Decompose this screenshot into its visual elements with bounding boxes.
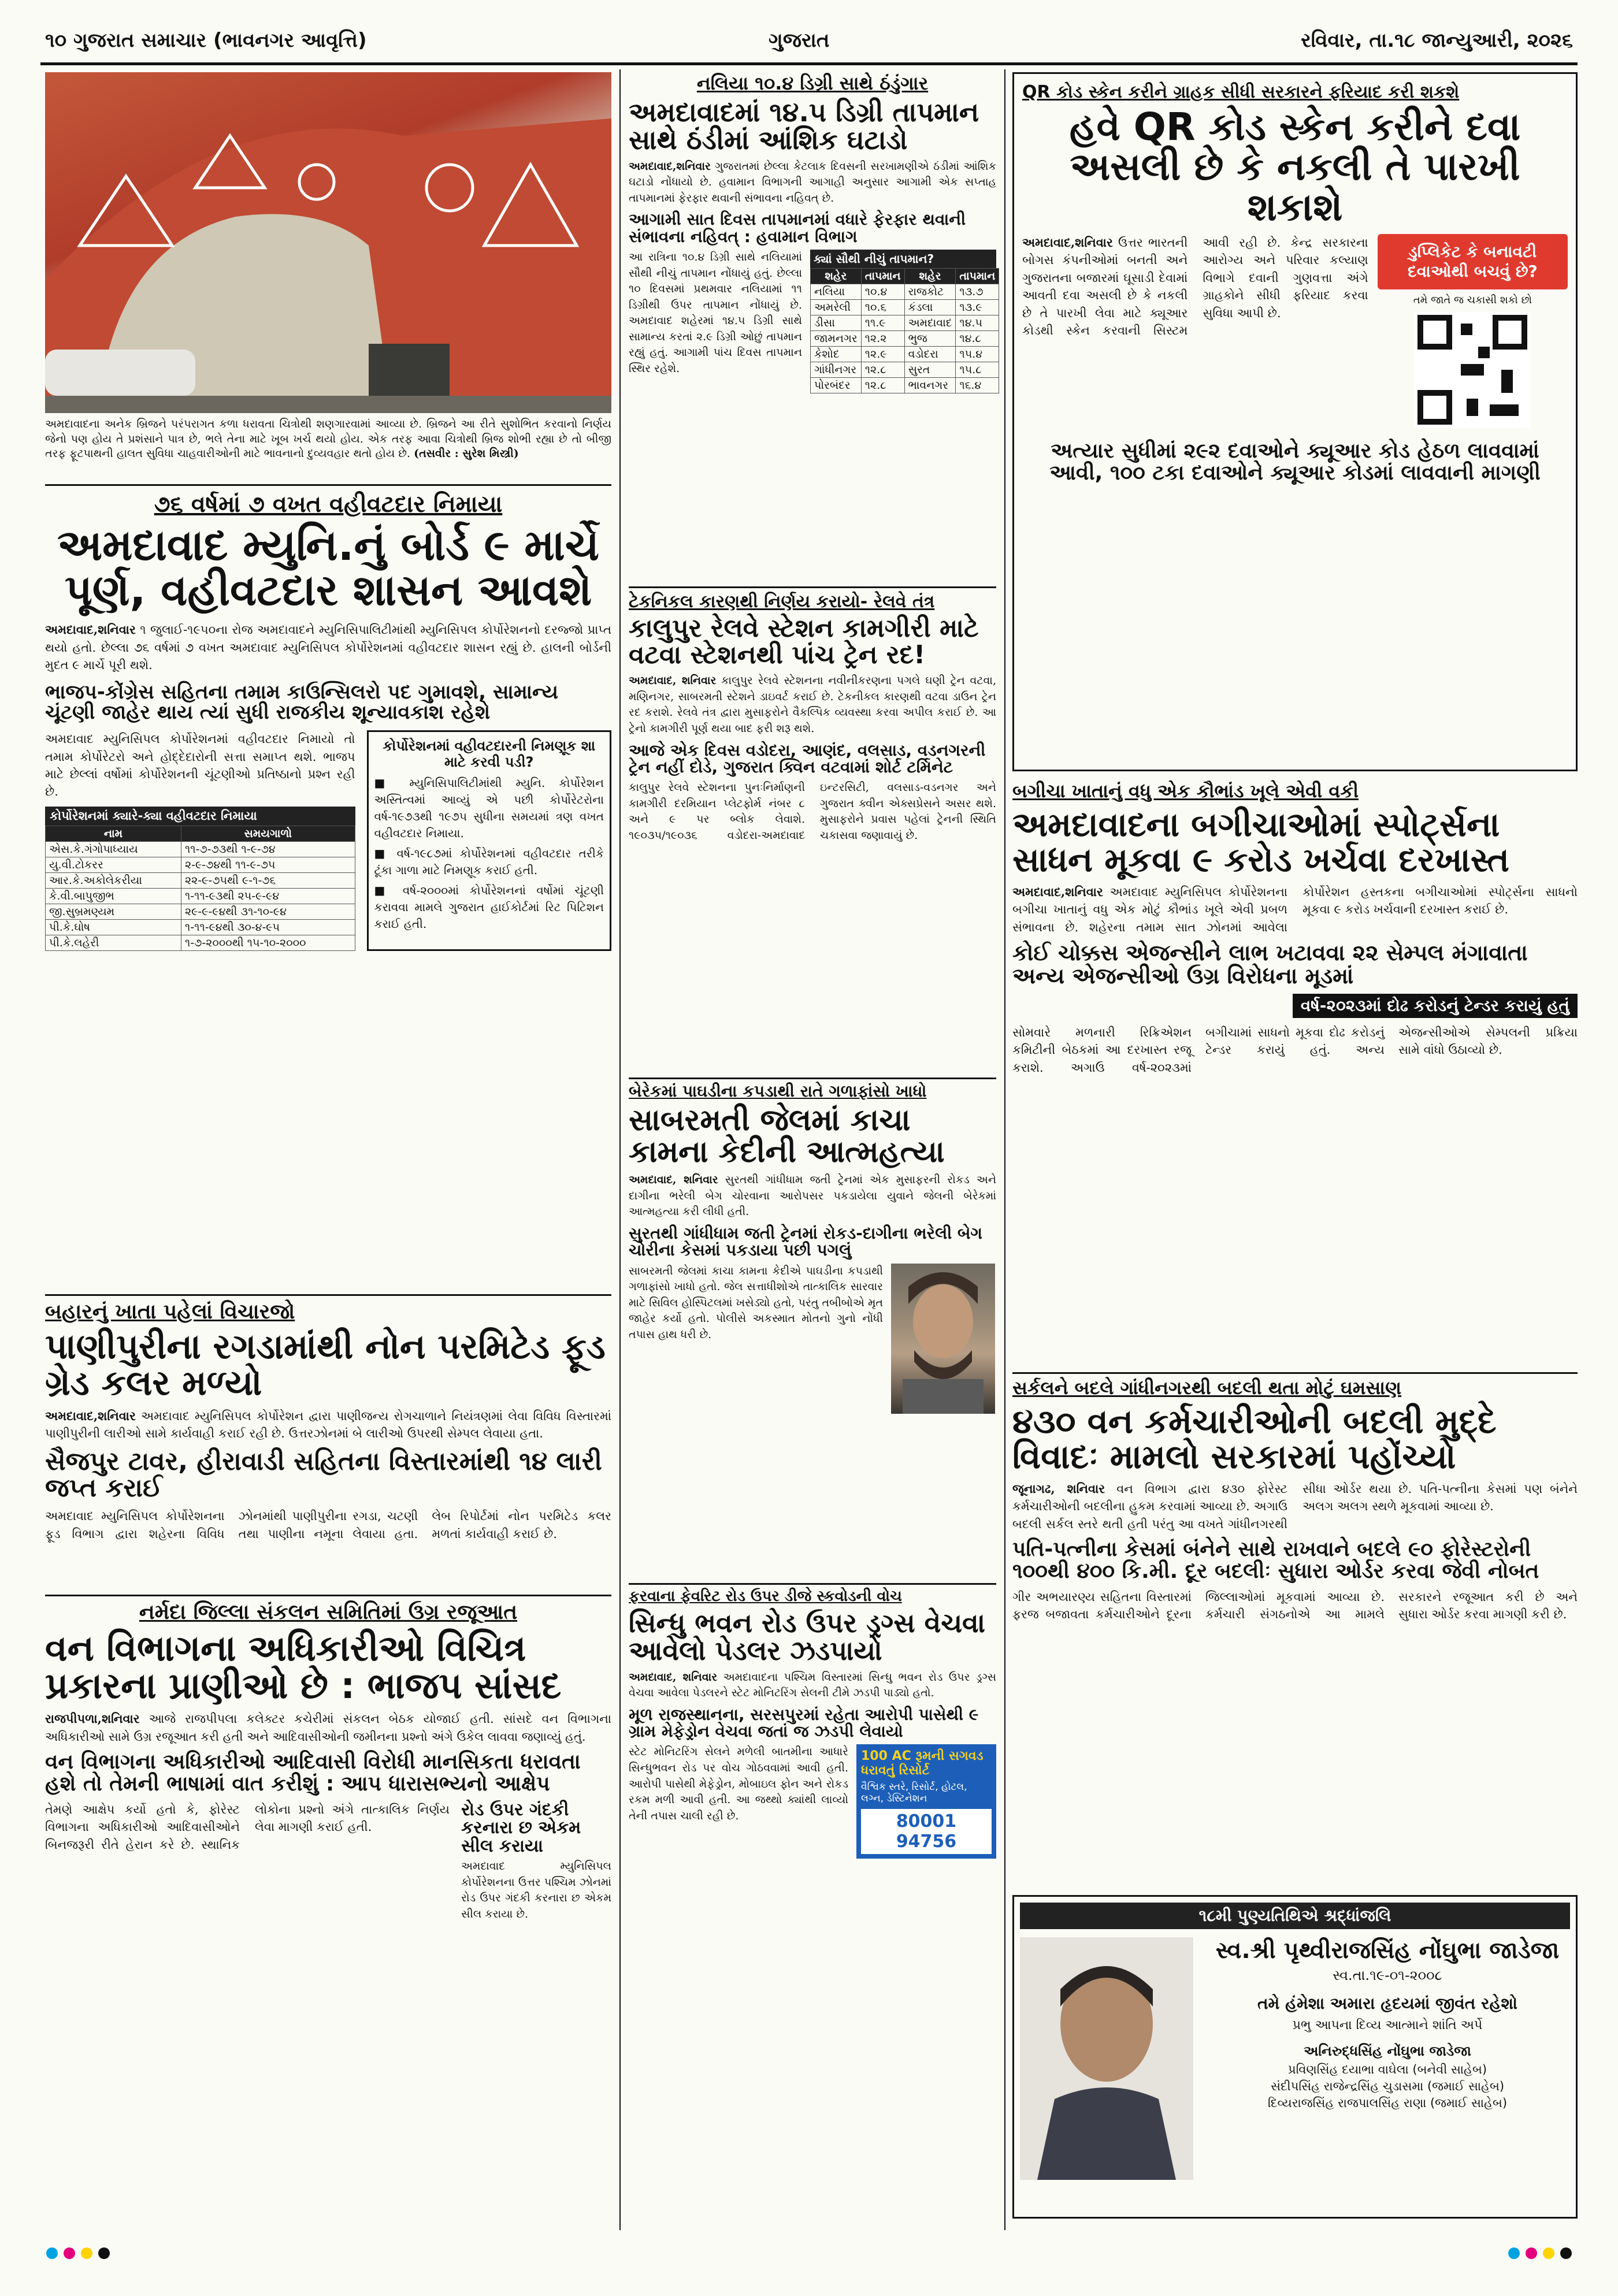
table-cell: ૧૨.૨ [861, 331, 904, 347]
narmada-kicker: નર્મદા જિલ્લા સંકલન સમિતિમાં ઉગ્ર રજૂઆત [139, 1600, 518, 1624]
jail-body-block [629, 1172, 996, 1220]
sidebox-point-text: વર્ષ-૧૯૮૭માં કોર્પોરેશનમાં વહીવટદાર તરીકે ટૂંકા ગાળા માટે નિમણૂક કરાઈ હતી. [374, 846, 604, 878]
table-cell: ૧૧-૭-૭૩થી ૧-૯-૭૪ [181, 841, 355, 857]
table-row [46, 935, 355, 950]
page-label: ૧૦ ગુજરાત સમાચાર (ભાવનગર આવૃત્તિ) [45, 29, 367, 52]
table-cell: ૧-૭-૨૦૦૦થી ૧૫-૧૦-૨૦૦૦ [181, 935, 355, 950]
railway-body: કાલુપુર રેલવે સ્ટેશનના નવીનીકરણના પગલે ઘણી ટ્રેન વટવા, મણિનગર, સાબરમતી સ્ટેશને ડાઇવર્ટ કરાઈ છે. ટેકનીકલ કારણથી વટવા ડાઉન ટ્રેન રદ કરાશે. રેલવે તંત્ર દ્વારા મુસાફરોને વૈકલ્પિક વ્યવસ્થા કરવા અપીલ કરાઈ છે. આ ટ્રેનો કામગીરી પૂર્ણ થયા બાદ ફરી શરૂ થશે. [629, 674, 996, 735]
jail-kicker: બેરેકમાં પાઘડીના કપડાથી રાતે ગળાફાંસો ખાધો [629, 1082, 927, 1101]
qr-promo [1378, 234, 1568, 289]
narmada-body2: તેમણે આક્ષેપ કર્યો હતો કે, ફોરેસ્ટ વિભાગના અધિકારીઓ આદિવાસીઓને બિનજરૂરી રીતે હેરાન કરે છે. સ્થાનિક લોકોના પ્રશ્નો અંગે તાત્કાલિક નિર્ણય લેવા માગણી કરાઈ હતી. [45, 1802, 450, 1852]
drugs-lower-row [629, 1744, 996, 1859]
table-cell: અમદાવાદ [904, 315, 956, 331]
photo-caption-text: અમદાવાદના અનેક બ્રિજને પરંપરાગત કળા ધરાવતા ચિત્રોથી શણગારવામાં આવ્યા છે. બ્રિજને આ રીતે સુશોભિત કરવાનો નિર્ણય જેનો પણ હોય તે પ્રશંસાને પાત્ર છે, ભલે તેના માટે ખૂબ ખર્ચ થયો હોય. એક તરફ આવા ચિત્રોથી બ્રિજ શોભી રહ્યા છે તો બીજી તરફ ફૂટપાથની હાલત સુવિધા ચાહવારીઓની માટે ભાવનાનો દુવ્યવહાર થતો હોય છે. [45, 418, 611, 460]
table-row [46, 857, 355, 872]
accused-photo-art [891, 1264, 995, 1414]
corporation-lead: ૧ જુલાઈ-૧૯૫૦ના રોજ અમદાવાદને મ્યુનિસિપાલિટીમાંથી મ્યુનિસિપલ કોર્પોરેશનનો દરજ્જો પ્રાપ્ત થયો હતો. છેલ્લા ૭૬ વર્ષમાં ૭ વખત અમદાવાદ મ્યુનિસિપલ કોર્પોરેશનમાં વહીવટદાર શાસન રહ્યું છે. હાલની બોર્ડની મુદત ૯ માર્ચે પૂરી થશે. [45, 623, 611, 673]
drugs-subhead: મૂળ રાજસ્થાનના, સરસપુરમાં રહેતા આરોપી પાસેથી ૯ ગ્રામ મેફેડ્રોન વેચવા જતાં જ ઝડપી લેવાયો [629, 1704, 979, 1741]
column-separator [619, 69, 621, 2230]
obituary-sub: પ્રભુ આપના દિવ્ય આત્માને શાંતિ અર્પે [1292, 2018, 1483, 2033]
qr-promo-small: તમે જાતે જ ચકાસી શકો છો [1413, 293, 1532, 306]
obituary-date: સ્વ.તા.૧૯-૦૧-૨૦૦૮ [1333, 1967, 1442, 1983]
table-row [811, 378, 999, 393]
bridge-photo [45, 72, 611, 413]
table-cell: કંડલા [904, 300, 956, 315]
temperature-table-header: શહેર [904, 269, 956, 284]
jail-headline: સાબરમતી જેલમાં કાચા કામના કેદીની આત્મહત્યા [629, 1103, 945, 1169]
qr-footer: અત્યાર સુધીમાં ૨૯૨ દવાઓને ક્યૂઆર કોડ હેઠળ લાવવામાં આવી, ૧૦૦ ટકા દવાઓને ક્યૂઆર કોડમાં લાવવાની માગણી [1049, 439, 1541, 485]
railway-headline: કાલુપુર રેલવે સ્ટેશન કામગીરી માટે વટવા સ્ટેશનથી પાંચ ટ્રેન રદ! [629, 614, 979, 670]
weather-story [629, 72, 996, 393]
table-cell: અમરેલી [811, 300, 862, 315]
narmada-subhead: વન વિભાગના અધિકારીઓ આદિવાસી વિરોધી માનસિકતા ધરાવતા હશે તો તેમની ભાષામાં વાત કરીશું : આપ ધારાસભ્યનો આક્ષેપ [45, 1750, 581, 1796]
qr-body: ઉત્તર ભારતની બોગસ કંપનીઓમાં બનતી અને ગુજરાતના બજારમાં ઘૂસાડી દેવામાં આવતી દવા અસલી છે કે નકલી છે તે પારખી લેવા માટે ક્યૂઆર કોડથી સ્કેન કરવાની સિસ્ટમ આવી રહી છે. કેન્દ્ર સરકારના આરોગ્ય અને પરિવાર કલ્યાણ વિભાગે દવાની ગુણવત્તા અંગે ગ્રાહકોને સીધી ફરિયાદ કરવા સુવિધા આપી છે. [1022, 235, 1368, 338]
forest-subhead: પતિ-પત્નીના કેસમાં બંનેને સાથે રાખવાને બદલે ૯૦ ફોરેસ્ટરોની ૧૦૦થી ૪૦૦ કિ.મી. દૂર બદલીઃ સુધારા ઓર્ડર કરવા જેવી નોબત [1012, 1537, 1539, 1583]
forest-headline: ૪૩૦ વન કર્મચારીઓની બદલી મુદ્દે વિવાદઃ મામલો સરકારમાં પહોંચ્યો [1012, 1402, 1497, 1476]
drugs-body: અમદાવાદના પશ્ચિમ વિસ્તારમાં સિન્ધુ ભવન રોડ ઉપર ડ્રગ્સ વેચવા આવેલા પેડલરને સ્ટેટ મોનિટરિંગ સેલની ટીમે ઝડપી પાડ્યો હતો. [629, 1670, 996, 1700]
table-cell: ૧૫.૪ [956, 347, 999, 362]
panipuri-body2: અમદાવાદ મ્યુનિસિપલ કોર્પોરેશનના ફૂડ વિભાગ દ્વારા શહેરના વિવિધ ઝોનમાંથી પાણીપુરીના રગડા, ચટણી તથા પાણીના નમૂના લેવાયા હતા. લેબ રિપોર્ટમાં નોન પરમિટેડ કલર મળતાં કાર્યવાહી કરાઈ છે. [45, 1509, 611, 1541]
table-row [811, 347, 999, 362]
drugs-story [629, 1588, 996, 1859]
jail-subhead: સુરતથી ગાંધીધામ જતી ટ્રેનમાં રોકડ-દાગીના ભરેલી બેગ ચોરીના કેસમાં પકડાયા પછી પગલું [629, 1223, 982, 1260]
obituary-family-member: પ્રવિણસિંહ દયાભા વાઘેલા (બનેવી સાહેબ) [1287, 2063, 1487, 2076]
panipuri-body-block [45, 1407, 611, 1443]
jail-body: સુરતથી ગાંધીધામ જતી ટ્રેનમાં એક મુસાફરની રોકડ અને દાગીના ભરેલી બેગ ચોરવાના આરોપસર પકડાયેલા યુવાને જેલની બેરેકમાં આત્મહત્યા કરી લીધી હતી. [629, 1173, 996, 1218]
weather-body: આ રાત્રિના ૧૦.૪ ડિગ્રી સાથે નલિયામાં સૌથી નીચું તાપમાન નોંધાયું હતું. છેલ્લા ૧૦ દિવસમાં પ્રથમવાર નલિયામાં ૧૧ ડિગ્રીથી ઉપર તાપમાન નોંધાયું છે. અમદાવાદ શહેરમાં ૧૪.૫ ડિગ્રી સાથે સામાન્ય કરતાં ૨.૯ ડિગ્રી ઓછું તાપમાન રહ્યું હતું. આગામી પાંચ દિવસ તાપમાન સ્થિર રહેશે. [629, 251, 802, 375]
table-cell: એસ.કે.ગંગોપાધ્યાય [46, 841, 181, 857]
narmada-lower-row [45, 1801, 611, 1923]
table-cell: ૨૨-૯-૭૫થી ૯-૧-૭૬ [181, 872, 355, 888]
garden-body-block [1012, 883, 1578, 936]
jail-lower-row [629, 1264, 996, 1414]
table-cell: વડોદરા [904, 347, 956, 362]
table-cell: ૧૦.૬ [861, 300, 904, 315]
table-row [46, 841, 355, 857]
qr-body-row [1022, 234, 1568, 433]
corporation-kicker: ૭૬ વર્ષમાં ૭ વખત વહીવટદાર નિમાયા [154, 491, 503, 518]
narmada-dateline: રાજપીપળા,શનિવાર [45, 1711, 140, 1726]
administrator-table-title: કોર્પોરેશનમાં ક્યારે-ક્યા વહીવટદાર નિમાયા [45, 807, 355, 826]
table-row [46, 872, 355, 888]
corporation-body: અમદાવાદ મ્યુનિસિપલ કોર્પોરેશનમાં વહીવટદાર નિમાયો તો તમામ કોર્પોરેટરો અને હોદ્દેદારોની સત્તા સમાપ્ત થશે. ભાજપ માટે છેલ્લાં વર્ષોમાં કોર્પોરેશનની ચૂંટણીઓ પ્રતિષ્ઠાનો પ્રશ્ન રહી છે. [45, 732, 355, 799]
jail-body2: સાબરમતી જેલમાં કાચા કામના કેદીએ પાઘડીના કપડાથી ગળાફાંસો ખાધો હતો. જેલ સત્તાધીશોએ તાત્કાલિક સારવાર માટે સિવિલ હોસ્પિટલમાં ખસેડ્યો હતો, પરંતુ તબીબોએ મૃત જાહેર કર્યો હતો. પોલીસે અકસ્માત મોતનો ગુનો નોંધી તપાસ હાથ ધરી છે. [629, 1264, 883, 1341]
table-cell: ગાંધીનગર [811, 362, 862, 378]
obituary-family-member: અનિરુદ્ધસિંહ નોંઘુભા જાડેજા [1304, 2043, 1471, 2059]
administrator-sidebox [367, 730, 611, 951]
section-label: ગુજરાત [769, 29, 830, 52]
table-cell: ૧૨.૮ [861, 362, 904, 378]
table-cell: ૧-૧૧-૯૩થી ૨૫-૯-૯૪ [181, 888, 355, 904]
corporation-lead-block [45, 621, 611, 674]
table-row [811, 315, 999, 331]
narmada-headline: વન વિભાગના અધિકારીઓ વિચિત્ર પ્રકારના પ્રાણીઓ છે : ભાજપ સાંસદ [45, 1627, 562, 1707]
table-cell: રાજકોટ [904, 284, 956, 300]
drugs-body2: સ્ટેટ મોનિટરિંગ સેલને મળેલી બાતમીના આધારે સિન્ધુભવન રોડ પર વોચ ગોઠવવામાં આવી હતી. આરોપી પાસેથી મેફેડ્રોન, મોબાઇલ ફોન અને રોકડ રકમ મળી આવી હતી. આ જથ્થો ક્યાંથી લાવ્યો તેની તપાસ ચાલી રહી છે. [629, 1745, 848, 1822]
divider-left-3 [45, 1595, 611, 1596]
table-row [811, 331, 999, 347]
column-separator [1004, 69, 1005, 2230]
obituary-row [1020, 1937, 1570, 2180]
divider-left-2 [45, 1294, 611, 1296]
table-cell: ડીસા [811, 315, 862, 331]
qr-dateline: અમદાવાદ,શનિવાર [1022, 235, 1113, 250]
table-cell: ૧૩.૭ [956, 284, 999, 300]
table-cell: ભાવનગર [904, 378, 956, 393]
narmada-body: આજે રાજપીપલા કલેક્ટર કચેરીમાં સંકલન બેઠક યોજાઈ હતી. સાંસદે વન વિભાગના અધિકારીઓ સામે ઉગ્ર રજૂઆત કરી હતી અને આદિવાસીઓની જમીનના પ્રશ્નો અંગે ઉકેલ લાવવા જણાવ્યું હતું. [45, 1712, 611, 1744]
table-cell: ૧૨.૯ [861, 347, 904, 362]
table-cell: પી.કે.લહેરી [46, 935, 181, 950]
table-cell: ૧૨.૮ [861, 378, 904, 393]
obituary-text [1205, 1937, 1570, 2180]
corporation-headline: અમદાવાદ મ્યુનિ.નું બોર્ડ ૯ માર્ચે પૂર્ણ, વહીવટદાર શાસન આવશે [57, 521, 599, 615]
sidebox-point: ■ મ્યુનિસિપાલિટીમાંથી મ્યુનિ. કોર્પોરેશન અસ્તિત્વમાં આવ્યું એ પછી કોર્પોરેટરોના વર્ષ-૧૯૭૩થી ૧૯૭૫ સુધીના સમયમાં ત્રણ વખત વહીવટદાર નિમાયા. [374, 776, 604, 841]
table-cell: પી.કે.ઘોષ [46, 919, 181, 935]
sidebox-title: કોર્પોરેશનમાં વહીવટદારની નિમણૂક શા માટે કરવી પડી? [383, 738, 596, 771]
temperature-table [810, 268, 999, 393]
temperature-table-header: શહેર [811, 269, 862, 284]
table-cell: ૧૪.૫ [956, 315, 999, 331]
table-row [811, 284, 999, 300]
table-cell: જી.સુબ્રમણ્યમ [46, 904, 181, 919]
forest-kicker: સર્કલને બદલે ગાંધીનગરથી બદલી થતા મોટું ઘમસાણ [1012, 1377, 1402, 1399]
obituary-box [1012, 1895, 1578, 2219]
table-cell: ૧૬.૪ [956, 378, 999, 393]
corporation-dateline: અમદાવાદ,શનિવાર [45, 622, 136, 637]
railway-kicker: ટેકનિકલ કારણથી નિર્ણય કરાયો- રેલવે તંત્ર [629, 592, 935, 612]
garden-tender-bar: વર્ષ-૨૦૨૩માં દોઢ કરોડનું ટેન્ડર કરાયું હતું [1293, 994, 1578, 1018]
photo-caption [45, 417, 611, 462]
qr-kicker: QR કોડ સ્કેન કરીને ગ્રાહક સીધી સરકારને ફરિયાદ કરી શકશે [1022, 82, 1460, 102]
table-cell: ૨-૯-૭૪થી ૧૧-૯-૭૫ [181, 857, 355, 872]
forest-dateline: જૂનાગઢ, શનિવાર [1012, 1481, 1105, 1496]
panipuri-headline: પાણીપુરીના રગડામાંથી નોન પરમિટેડ ફૂડ ગ્રેડ કલર મળ્યો [45, 1327, 606, 1403]
bridge-photo-art [45, 72, 611, 413]
sidebox-point: ■ વર્ષ-૧૯૮૭માં કોર્પોરેશનમાં વહીવટદાર તરીકે ટૂંકા ગાળા માટે નિમણૂક કરાઈ હતી. [374, 846, 604, 878]
panipuri-story [45, 1300, 611, 1543]
qr-body-block [1022, 234, 1368, 433]
garden-dateline: અમદાવાદ,શનિવાર [1012, 884, 1103, 899]
obituary-quote: તમે હંમેશા અમારા હૃદયમાં જીવંત રહેશો [1257, 1994, 1517, 2013]
divider-left-1 [45, 484, 611, 486]
administrator-table-header: સમયગાળો [181, 826, 355, 841]
forest-transfer-story [1012, 1377, 1578, 1623]
table-cell: ૧૧.૯ [861, 315, 904, 331]
table-cell: ૧-૧૧-૯૪થી ૩૦-૪-૯૫ [181, 919, 355, 935]
qr-story [1012, 72, 1578, 771]
railway-story [629, 592, 996, 844]
weather-kicker: નલિયા ૧૦.૪ ડિગ્રી સાથે ઠંડુંગાર [696, 72, 929, 94]
garden-subhead: કોઈ ચોક્કસ એજન્સીને લાભ ખટાવવા ૨૨ સેમ્પલ મંગાવાતા અન્ય એજન્સીઓ ઉગ્ર વિરોધના મૂડમાં [1012, 940, 1528, 989]
weather-body-row [629, 250, 996, 393]
table-cell: કે.વી.બાપુજીભ [46, 888, 181, 904]
garden-headline: અમદાવાદના બગીચાઓમાં સ્પોર્ટ્સના સાધન મૂકવા ૯ કરોડ ખર્ચવા દરખાસ્ત [1012, 805, 1509, 879]
table-row [811, 362, 999, 378]
table-cell: ૧૫.૮ [956, 362, 999, 378]
qr-headline: હવે QR કોડ સ્કેન કરીને દવા અસલી છે કે નકલી તે પારખી શકાશે [1069, 105, 1521, 229]
divider-right-1 [1012, 1372, 1578, 1374]
obituary-portrait-art [1020, 1937, 1193, 2180]
forest-body2: ગીર અભયારણ્ય સહિતના વિસ્તારમાં ફરજ બજાવતા કર્મચારીઓને દૂરના જિલ્લાઓમાં મૂકવામાં આવ્યા છે. કર્મચારી સંગઠનોએ આ મામલે સરકારને રજૂઆત કરી છે અને સુધારા ઓર્ડર કરવા માગણી કરી છે. [1012, 1589, 1578, 1622]
sidebox-point-text: મ્યુનિસિપાલિટીમાંથી મ્યુનિ. કોર્પોરેશન અસ્તિત્વમાં આવ્યું એ પછી કોર્પોરેટરોના વર્ષ-૧૯૭૩થી ૧૯૭૫ સુધીના સમયમાં ત્રણ વખત વહીવટદાર નિમાયા. [374, 776, 604, 841]
forest-body: વન વિભાગ દ્વારા ૪૩૦ ફોરેસ્ટ કર્મચારીઓની બદલીના હુકમ કરવામાં આવ્યા છે. અગાઉ બદલી સર્કલ સ્તરે થતી હતી પરંતુ આ વખતે ગાંધીનગરથી સીધા ઓર્ડર થયા છે. પતિ-પત્નીના કેસમાં પણ બંનેને અલગ અલગ સ્થળે મૂકવામાં આવ્યા છે. [1012, 1481, 1578, 1531]
sealed-units-headline: રોડ ઉપર ગંદકી કરનારા છ એકમ સીલ કરાયા [461, 1799, 581, 1856]
temperature-table-header: તાપમાન [861, 269, 904, 284]
obituary-name: સ્વ.શ્રી પૃથ્વીરાજસિંહ નોંઘુભા જાડેજા [1215, 1937, 1560, 1964]
obituary-header: ૧૮મી પુણ્યતિથિએ શ્રદ્ધાંજલિ [1020, 1903, 1570, 1929]
table-row [811, 300, 999, 315]
temperature-table-header: તાપમાન [956, 269, 999, 284]
obituary-family-member: સંદીપસિંહ રાજેન્દ્રસિંહ ચુડાસમા (જમાઈ સાહેબ) [1270, 2079, 1505, 2093]
table-cell: કેશોદ [811, 347, 862, 362]
administrator-table-header: નામ [46, 826, 181, 841]
garden-body2: સોમવારે મળનારી રિક્રિએશન કમિટીની બેઠકમાં આ દરખાસ્ત રજૂ કરાશે. અગાઉ વર્ષ-૨૦૨૩માં બગીચામાં સાધનો મૂકવા દોઢ કરોડનું ટેન્ડર કરાયું હતું. અન્ય એજન્સીઓએ સેમ્પલની પ્રક્રિયા સામે વાંધો ઉઠાવ્યો છે. [1012, 1025, 1578, 1075]
railway-subhead: આજે એક દિવસ વડોદરા, આણંદ, વલસાડ, વડનગરની ટ્રેન નહીં દોડે, ગુજરાત ક્વિન વટવામાં શોર્ટ ટર્મિનેટ [629, 740, 986, 777]
weather-table-block [810, 250, 996, 393]
jail-story [629, 1082, 996, 1414]
railway-body-block [629, 673, 996, 737]
narmada-story [45, 1600, 611, 1922]
divider-mid-2 [629, 1078, 996, 1079]
corporation-subhead: ભાજપ-કોંગ્રેસ સહિતના તમામ કાઉન્સિલરો પદ ગુમાવશે, સામાન્ય ચૂંટણી જાહેર થાય ત્યાં સુધી રાજકીય શૂન્યાવકાશ રહેશે [45, 680, 558, 725]
garden-story [1012, 780, 1578, 1076]
resort-ad-tagline: વૈશ્વિક સ્તરે, રિસોર્ટ, હોટલ, લગ્ન, ડેસ્ટિનેશન [861, 1781, 967, 1805]
qr-code-graphic [1415, 312, 1530, 428]
table-cell: ૨૯-૯-૯૪થી ૩૧-૧૦-૯૪ [181, 904, 355, 919]
resort-ad [856, 1744, 996, 1859]
garden-kicker: બગીચા ખાતાનું વધુ એક કૌભાંડ ખૂલે એવી વકી [1012, 780, 1359, 802]
panipuri-subhead: સૈજપુર ટાવર, હીરાવાડી સહિતના વિસ્તારમાંથી ૧૪ લારી જપ્ત કરાઈ [45, 1446, 602, 1503]
panipuri-kicker: બહારનું ખાતા પહેલાં વિચારજો [45, 1300, 295, 1324]
jail-dateline: અમદાવાદ, શનિવાર [629, 1173, 718, 1187]
table-row [46, 888, 355, 904]
forest-body-block [1012, 1480, 1578, 1533]
table-row [46, 919, 355, 935]
resort-ad-headline: 100 AC રૂમની સગવડ ધરાવતું રિસોર્ટ [861, 1749, 984, 1778]
weather-lead: ગુજરાતમાં છેલ્લા કેટલાક દિવસની સરખામણીએ ઠંડીમાં આંશિક ઘટાડો નોંધાયો છે. હવામાન વિભાગની આગાહી અનુસાર આગામી એક સપ્તાહ તાપમાનમાં ફેરફાર થવાની સંભાવના નહિવત્ છે. [629, 159, 996, 205]
table-cell: આર.કે.અકોલેકરીયા [46, 872, 181, 888]
narmada-body-block [45, 1710, 611, 1745]
sealed-units-brief [461, 1801, 611, 1923]
masthead-rule [40, 62, 1578, 65]
sidebox-point: ■ વર્ષ-૨૦૦૦માં કોર્પોરેશનનાં વર્ષોમાં ચૂંટણી કરાવવા મામલે ગુજરાત હાઈકોર્ટમાં રિટ પિટિશન કરાઈ હતી. [374, 883, 604, 931]
drugs-kicker: ફરવાના ફેવરિટ રોડ ઉપર ડીજે સ્કવોડની વોચ [629, 1588, 902, 1605]
divider-mid-1 [629, 586, 996, 588]
panipuri-body: અમદાવાદ મ્યુનિસિપલ કોર્પોરેશન દ્વારા પાણીજન્ય રોગચાળાને નિયંત્રણમાં લેવા વિવિધ વિસ્તારમાં પાણીપુરીની લારીઓ સામે કાર્યવાહી કરાઈ રહી છે. ઉત્તરઝોનમાં બે લારીઓ ઉપરથી સેમ્પલ લેવાયા હતા. [45, 1409, 611, 1441]
drugs-dateline: અમદાવાદ, શનિવાર [629, 1670, 718, 1684]
table-cell: પોરબંદર [811, 378, 862, 393]
corporation-left-col [45, 730, 355, 951]
issue-date: રવિવાર, તા.૧૮ જાન્યુઆરી, ૨૦૨૬ [1301, 29, 1573, 52]
railway-body2: કાલુપુર રેલવે સ્ટેશનના પુનઃનિર્માણની કામગીરી દરમિયાન પ્લેટફોર્મ નંબર ૮ અને ૯ પર બ્લોક લેવાશે. ૧૯૦૩૫/૧૯૦૩૬ વડોદરા-અમદાવાદ ઇન્ટરસિટી, વલસાડ-વડનગર અને ગુજરાત ક્વીન એક્સપ્રેસને અસર થશે. મુસાફરોને પ્રવાસ પહેલાં ટ્રેનની સ્થિતિ ચકાસવા જણાવાયું છે. [629, 781, 996, 842]
resort-ad-phone: 80001 94756 [861, 1809, 992, 1854]
corporation-body-row [45, 730, 611, 951]
administrator-table [45, 826, 355, 951]
weather-dateline: અમદાવાદ,શનિવાર [629, 159, 711, 173]
corporation-story [45, 491, 611, 951]
obituary-portrait [1020, 1937, 1193, 2180]
panipuri-dateline: અમદાવાદ,શનિવાર [45, 1409, 136, 1423]
table-cell: ૧૦.૪ [861, 284, 904, 300]
table-cell: ૧૪.૮ [956, 331, 999, 347]
photo-credit: (તસવીર : સુરેશ મિસ્ત્રી) [414, 447, 519, 460]
sidebox-point-text: વર્ષ-૨૦૦૦માં કોર્પોરેશનનાં વર્ષોમાં ચૂંટણી કરાવવા મામલે ગુજરાત હાઈકોર્ટમાં રિટ પિટિશન કરાઈ હતી. [374, 883, 604, 931]
garden-body: અમદાવાદ મ્યુનિસિપલ કોર્પોરેશનના બગીચા ખાતાનું વધુ એક મોટું કૌભાંડ ખૂલે એવી પ્રબળ સંભાવના છે. શહેરના તમામ સાત ઝોનમાં આવેલા કોર્પોરેશન હસ્તકના બગીચાઓમાં સ્પોર્ટ્સના સાધનો મૂકવા ૯ કરોડ ખર્ચવાની દરખાસ્ત કરાઈ છે. [1012, 885, 1578, 934]
table-cell: યુ.વી.ટોકરર [46, 857, 181, 872]
qr-promo-text: ડુપ્લિકેટ કે બનાવટી દવાઓથી બચવું છે? [1407, 242, 1538, 281]
drugs-body-block [629, 1670, 996, 1701]
garden-bar-row [1012, 994, 1578, 1018]
weather-lead-block [629, 159, 996, 207]
drugs-headline: સિન્ધુ ભવન રોડ ઉપર ડ્રગ્સ વેચવા આવેલો પેડલર ઝડપાયો [629, 1607, 985, 1667]
table-cell: ભુજ [904, 331, 956, 347]
railway-dateline: અમદાવાદ, શનિવાર [629, 674, 717, 688]
accused-photo [891, 1264, 995, 1414]
table-cell: નલિયા [811, 284, 862, 300]
table-cell: ૧૩.૯ [956, 300, 999, 315]
divider-mid-3 [629, 1583, 996, 1585]
weather-table-title: ક્યાં સૌથી નીચું તાપમાન? [810, 250, 996, 268]
weather-subhead: આગામી સાત દિવસ તાપમાનમાં વધારે ફેરફાર થવાની સંભાવના નહિવત્ : હવામાન વિભાગ [629, 210, 966, 246]
table-cell: સુરત [904, 362, 956, 378]
registration-marks [40, 2242, 1578, 2265]
table-cell: જામનગર [811, 331, 862, 347]
sealed-units-body: અમદાવાદ મ્યુનિસિપલ કોર્પોરેશનના ઉત્તર પશ્ચિમ ઝોનમાં રોડ ઉપર ગંદકી કરનારા છ એકમ સીલ કરાયા છે. [461, 1860, 611, 1920]
table-row [46, 904, 355, 919]
obituary-family-member: દિવ્યરાજસિંહ રાજપાલસિંહ રાણા (જમાઈ સાહેબ) [1267, 2096, 1508, 2110]
weather-headline: અમદાવાદમાં ૧૪.૫ ડિગ્રી તાપમાન સાથે ઠંડીમાં આંશિક ઘટાડો [629, 96, 979, 156]
qr-promo-block [1378, 234, 1568, 433]
